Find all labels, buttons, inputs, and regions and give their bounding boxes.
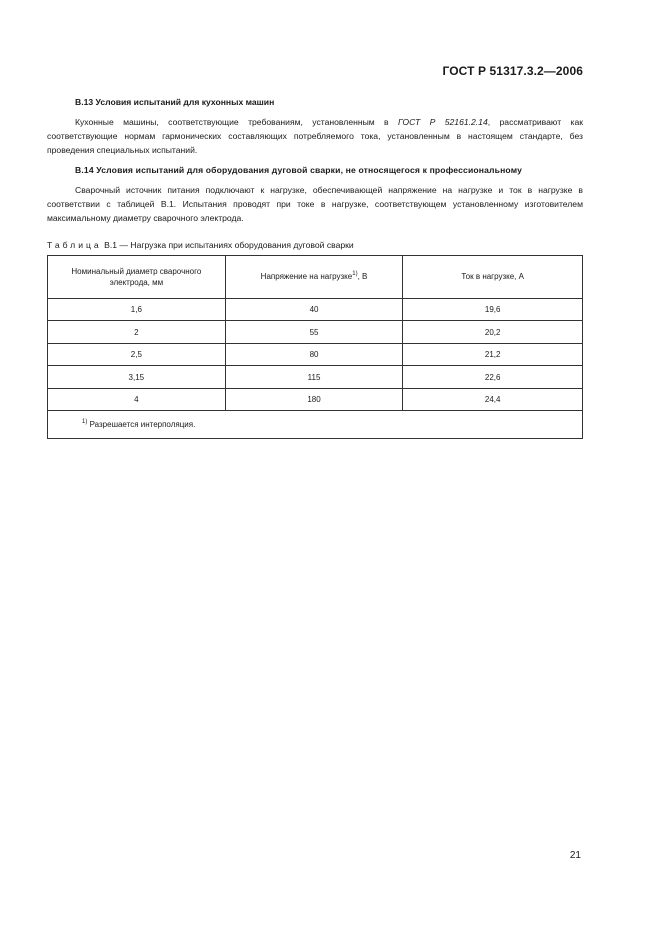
table-cell: 180 <box>225 388 403 411</box>
table-caption-text: В.1 — Нагрузка при испытаниях оборудования дуговой сварки <box>101 239 354 250</box>
table-cell: 115 <box>225 366 403 389</box>
column-header-current <box>403 255 583 298</box>
table-caption <box>47 240 583 250</box>
table-cell: 1,6 <box>48 298 226 321</box>
column-header-voltage <box>225 255 403 298</box>
table-footnote-row <box>48 411 583 439</box>
table-cell: 19,6 <box>403 298 583 321</box>
table-row <box>48 343 583 366</box>
table-cell: 55 <box>225 321 403 344</box>
standard-reference: ГОСТ Р 52161.2.14 <box>398 117 488 127</box>
table-cell: 4 <box>48 388 226 411</box>
table-cell: 22,6 <box>403 366 583 389</box>
section-paragraph-b13 <box>47 116 583 157</box>
section-heading-b13: В.13 Условия испытаний для кухонных машин <box>75 97 275 107</box>
table-header-row <box>48 255 583 298</box>
paragraph-text: , рассматривают как соответствующие нормам гармонических составляющих потребляемого тока, установленным в настоящем стандарте, без проведения специальных испытаний. <box>47 117 583 155</box>
section-heading-b14: В.14 Условия испытаний для оборудования дуговой сварки, не относящегося к профессиональному <box>75 165 523 176</box>
table-row <box>48 298 583 321</box>
footnote-marker: 1) <box>352 271 358 278</box>
header-text: Ток в нагрузке, А <box>461 272 524 282</box>
table-cell: 40 <box>225 298 403 321</box>
table-cell: 2,5 <box>48 343 226 366</box>
table-cell: 2 <box>48 321 226 344</box>
table-row <box>48 366 583 389</box>
header-text: Напряжение на нагрузке <box>260 272 353 282</box>
table-cell: 20,2 <box>403 321 583 344</box>
paragraph-text: Кухонные машины, соответствующие требованиям, установленным в <box>75 117 398 127</box>
table-cell: 3,15 <box>48 366 226 389</box>
page-content <box>47 96 583 439</box>
table-caption-label: Таблица <box>47 239 102 250</box>
header-text: Номинальный диаметр сварочного электрода, мм <box>71 266 202 287</box>
section-paragraph-b14: Сварочный источник питания подключают к нагрузке, обеспечивающей напряжение на нагрузке и ток в нагрузке в соответствии с таблицей В.1. Испытания проводят при токе в нагрузке, соответствующем установленному изготовителем максимальному диаметру сварочного электрода. <box>47 185 583 223</box>
column-header-diameter <box>48 255 226 298</box>
footnote-text: Разрешается интерполяция. <box>87 420 196 430</box>
table-row <box>48 321 583 344</box>
table-cell: 24,4 <box>403 388 583 411</box>
table-cell: 21,2 <box>403 343 583 366</box>
header-unit: , В <box>357 272 368 282</box>
page-number: 21 <box>569 850 581 861</box>
footnote-marker: 1) <box>82 419 88 426</box>
load-table <box>47 255 583 440</box>
document-header: ГОСТ Р 51317.3.2—2006 <box>442 64 583 78</box>
table-footnote <box>48 411 583 439</box>
table-cell: 80 <box>225 343 403 366</box>
table-row <box>48 388 583 411</box>
